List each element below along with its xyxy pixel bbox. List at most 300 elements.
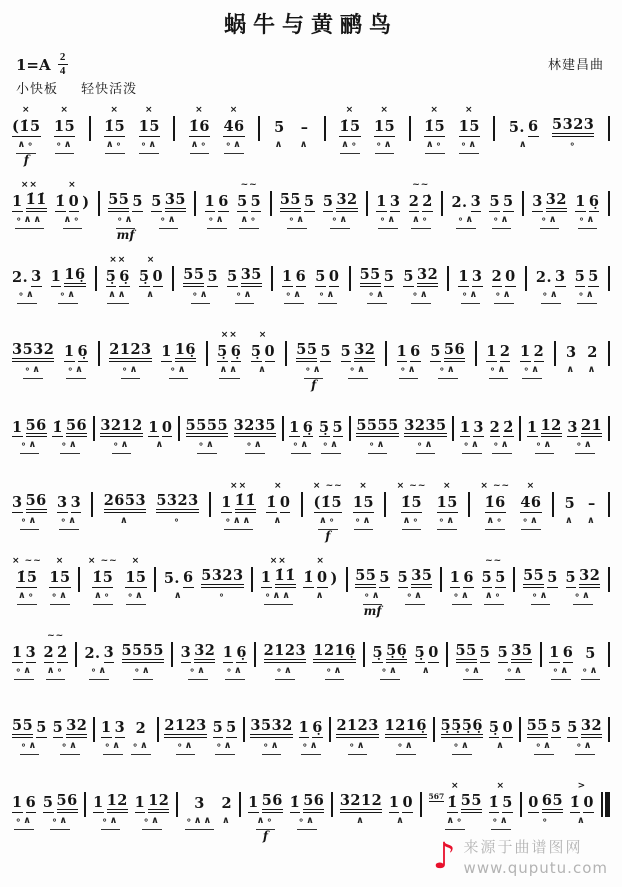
note-group: 5 [237,193,248,211]
note-group: 1 [93,794,104,812]
note-cell [437,480,458,543]
note-cell [450,555,474,618]
dynamic-mark [22,680,26,693]
note-group: 3532 [250,718,292,738]
note-digits [372,642,407,663]
note-digits [299,717,323,738]
dynamic-mark [585,229,589,242]
watermark-text [464,836,608,877]
note-group: 3 [31,268,42,286]
note-cell [54,104,75,167]
breath-marks: ∧ [299,139,310,150]
note-group: 3235 [404,418,446,438]
dynamic-mark [500,454,504,467]
breath-marks: ∘∧ [55,139,75,154]
note-group: 2123 [336,718,378,738]
note-cell [492,254,516,317]
note-group: 2 [499,343,511,361]
dynamic-mark [277,153,281,166]
note-group: 16̣ [175,342,196,362]
articulation-marks [356,705,360,717]
barline [254,642,256,667]
breath-marks: ∧ [396,814,406,826]
dynamic-mark [407,379,411,392]
note-digits [441,717,483,738]
note-digits [100,416,142,437]
note-group: 2 [43,643,55,661]
articulation-marks [407,329,411,341]
breath-marks: ∘ [569,139,578,150]
note-cell [221,480,256,543]
note-group: 5 [304,193,315,211]
note-digits [415,642,439,663]
breath-marks: ∧∘ [484,590,504,605]
note-group: 6̣ [230,343,242,361]
note-digits [458,266,482,287]
note-digits [183,266,218,287]
note-group: 5 [132,193,143,211]
dynamic-mark [196,680,200,693]
note-cell [84,630,114,693]
dynamic-mark [58,605,62,618]
note-group: 3 [12,493,23,511]
dynamic-mark [205,454,209,467]
breath-marks: ∘∧ [378,214,398,229]
articulation-marks: × [110,105,119,115]
breath-marks: ∘∧ [116,214,136,229]
breath-marks: ∘∧∧ [264,590,293,605]
note-group: 56 [262,793,283,813]
mood-marking: 轻快活泼 [81,82,138,97]
barline [239,792,241,817]
note-cell [104,480,146,542]
note-cell [93,780,128,843]
breath-marks: ∘∧∧ [15,214,44,229]
note-group: 3235 [234,418,276,438]
note-cell [164,705,206,768]
dynamic-mark [305,830,309,843]
note-cell [403,254,438,317]
note-cell [280,179,315,242]
breath-marks: ∘∧ [159,214,179,229]
composer-credit: 林建昌曲 [547,58,604,73]
barline [525,266,527,291]
articulation-marks: × [195,105,204,115]
note-group: 0 [505,268,516,286]
dynamic-mark [356,379,360,392]
note-group: 3212 [100,418,142,438]
note-group: 5 [383,268,395,286]
score-line [12,630,610,693]
breath-marks: ∧ [155,439,166,451]
note-cell [12,254,42,317]
note-group: 5555 [356,418,398,438]
articulation-marks [590,329,594,341]
barline [519,717,521,742]
note-group: 5323 [552,117,594,137]
breath-marks: ∘∧ [291,439,311,454]
note-group: 3532 [12,342,54,362]
note-digits [528,792,563,813]
barline [84,792,86,817]
articulation-marks [25,254,29,266]
articulation-marks [299,404,303,416]
note-group: 0 [428,643,439,661]
note-cell [587,329,599,391]
barline [552,492,554,517]
breath-marks: ∧ [421,664,432,676]
note-cell [213,705,237,768]
dynamic-mark [549,304,553,317]
breath-marks: ∧∘ [239,214,259,229]
articulation-marks [196,630,200,642]
note-group: 6 [25,794,37,812]
note-cell [323,179,358,242]
barline [282,416,284,441]
note-cell [223,104,244,167]
note-cell [106,254,130,317]
note-group: 3 [57,493,68,511]
dynamic-mark [413,605,417,618]
note-digits [409,191,433,212]
note-group: 32 [354,342,375,362]
note-cell [336,705,378,768]
note-cell [12,329,54,392]
articulation-marks: × [345,105,355,115]
note-cell [221,780,233,842]
note-group: 32 [417,267,438,287]
note-digits [482,567,506,588]
note-cell [108,179,143,242]
note-group: – [300,119,309,137]
dynamic-mark [183,755,187,768]
articulation-marks [530,329,534,341]
note-cell [397,480,427,543]
note-group: 3 [565,344,577,362]
articulation-marks [141,630,145,642]
articulation-marks [270,705,274,717]
dynamic-mark [585,304,589,317]
note-group: 0 [528,794,539,812]
breath-marks: ∘∧ [368,439,388,454]
barline [329,717,331,742]
note-group: 6 [295,268,307,286]
note-group: 3 [70,493,82,511]
articulation-marks [66,254,70,266]
note-digits [437,492,458,513]
dynamic-mark [419,229,423,242]
score-line [12,329,610,392]
breath-marks: ∧ [565,514,575,526]
articulation-marks [549,254,553,266]
note-cell [109,329,151,392]
meter-bottom: 4 [59,65,66,77]
note-digits [106,266,130,287]
breath-marks: ∘∧ [191,289,211,304]
dynamic-mark: mf [363,603,382,618]
note-digits [12,341,54,362]
note-digits [161,341,196,362]
note-group: 55 [360,267,381,287]
barline [209,492,211,517]
grace-notes: 567 [428,791,445,801]
articulation-marks: × [131,555,141,566]
articulation-marks [205,404,209,416]
dynamic-mark [261,378,265,391]
articulation-marks [197,780,201,792]
note-cell [44,630,68,693]
articulation-marks [585,254,589,266]
articulation-marks [470,404,474,416]
note-digits [251,341,275,362]
dynamic-mark [233,680,237,693]
breath-marks: ∧ [496,739,506,751]
dynamic-mark [197,830,201,843]
note-group: 0 [264,343,276,361]
note-cell [12,555,42,618]
note-digits [12,266,42,287]
tempo-row [16,78,155,97]
note-group: 46 [520,493,542,511]
note-cell [12,404,47,467]
dynamic-mark [468,304,472,317]
note-group: 15 [138,118,160,136]
note-group: 5 [489,193,501,211]
barline [98,191,100,216]
articulation-marks [199,254,203,266]
dynamic-mark [332,680,336,693]
note-group: 55 [296,342,317,362]
note-group: 3212 [340,793,382,813]
note-digits [450,567,474,588]
note-group: 5̣ [217,343,228,361]
breath-marks: ∘ [218,589,227,601]
articulation-marks [522,104,526,116]
watermark-source: 来源于曲谱图网 [463,838,583,856]
note-digits [374,116,395,137]
note-group: 6̣ [588,193,600,211]
breath-marks: ∘∧ [89,665,109,680]
note-cell [360,254,395,317]
dynamic-mark [588,680,592,693]
note-digits [296,341,331,362]
note-digits [104,116,125,137]
barline [173,116,175,141]
note-cell [12,480,47,543]
note-digits [12,191,47,212]
breath-marks: ∘∧ [363,590,383,605]
dynamic-mark [199,304,203,317]
dynamic-mark [423,454,427,467]
dynamic-mark [446,379,450,392]
note-group: 2 [135,719,147,737]
breath-marks: ∘∧ [354,515,374,530]
note-cell [356,404,398,467]
score-line [12,705,610,768]
note-digits [336,717,378,738]
breath-marks: ∘∧ [534,740,554,755]
barline [475,341,477,366]
breath-marks: ∧∘ [46,665,66,680]
breath-marks: ∘∧ [262,740,282,755]
note-cell [409,179,433,242]
score-line [12,254,610,317]
articulation-marks [27,404,31,416]
articulation-marks [583,404,587,416]
dynamic-mark [225,829,229,842]
breath-marks: ∘∧ [575,740,595,755]
note-cell [104,104,125,167]
note-group: 5 [481,568,493,586]
breath-marks: ∧∘ [256,815,276,830]
dynamic-mark [175,529,179,542]
articulation-marks [128,329,132,341]
score-line [12,780,610,843]
barline [271,266,273,291]
articulation-marks: × [465,105,474,115]
note-group: 0 [161,418,173,436]
note-digits [430,341,465,362]
barline [331,792,333,817]
articulation-marks: × [442,480,452,491]
breath-marks: ∘∧ [437,515,457,530]
note-cell [264,630,306,693]
barline [384,492,386,517]
note-digits [456,642,491,663]
dynamic-mark [383,154,387,167]
music-note-icon: ♪ [432,835,456,877]
note-digits [486,341,510,362]
note-group: 5 [322,193,334,211]
score-line [12,404,610,467]
breath-marks: ∧ [120,514,130,526]
dynamic-mark [499,754,503,767]
note-cell [151,179,186,242]
breath-marks: ∘∧ [541,289,561,304]
note-group: 15 [49,568,71,586]
note-group: 1 [282,268,293,286]
breath-marks: ∧∘ [402,515,422,530]
dynamic-mark [97,680,101,693]
note-digits [566,341,577,362]
breath-marks: ∘∧ [330,214,350,229]
dynamic-mark [227,379,231,392]
dynamic-mark [25,605,29,618]
dynamic-mark [276,529,280,542]
note-digits [16,567,37,588]
note-group: 2 [533,343,545,361]
articulation-marks: ×× [230,480,248,491]
note-cell [520,480,541,543]
breath-marks: ∘∧ [50,815,70,830]
dynamic-mark [27,454,31,467]
note-cell [353,480,374,543]
note-group: 6 [410,343,421,361]
note-digits [261,567,296,588]
dynamic-mark [409,530,413,543]
articulation-marks [263,780,267,792]
barline [520,792,522,817]
note-group: 1 [101,718,112,736]
barline [346,567,348,592]
note-group: 5 [36,718,47,736]
note-cell [489,780,513,843]
note-group: 0 [502,718,514,736]
note-group: 32 [66,718,87,738]
note-group: 1 [526,418,538,436]
note-group: 5 [588,268,599,286]
note-cell [482,555,506,618]
articulation-marks: × [146,255,156,266]
breath-marks: ∘∧ [23,364,43,379]
note-group: 5 [497,643,509,661]
barline [540,642,542,667]
note-cell [234,404,276,467]
note-group: 0 [68,193,80,211]
breath-marks: ∧ [146,289,156,301]
note-group: 55 [461,793,482,813]
dynamic-mark [27,229,31,242]
note-digits [588,492,596,513]
note-group: 0 [328,268,340,286]
note-group: 5 [320,343,332,361]
dynamic-mark [247,229,251,242]
note-digits [451,191,481,212]
articulation-marks: ×× [109,255,127,266]
note-group: 1̇5 [92,568,114,586]
note-cell [570,780,594,842]
dynamic-mark [167,229,171,242]
barline [154,567,156,592]
note-group: 5 [250,193,262,211]
note-cell [536,254,566,317]
breath-marks: ∧ [566,364,577,376]
breath-marks: ∘∧ [245,439,265,454]
note-group: 3 [389,193,401,211]
note-group: 2. [84,644,101,662]
dynamic-mark [496,379,500,392]
articulation-marks [399,780,403,792]
dynamic-mark [236,530,240,543]
note-group: 5 [151,193,162,211]
note-cell [565,329,577,391]
note-group: 5 [332,418,344,436]
dynamic-mark [253,454,257,467]
note-group: 5 [397,568,409,586]
note-group: 1216̣ [385,718,427,738]
note-group: 56 [66,418,87,438]
articulation-marks [568,480,572,492]
articulation-marks: × [316,555,325,566]
breath-marks: ∘∧ [60,740,80,755]
breath-marks: ∧ [577,814,587,826]
breath-marks: ∘∧ [224,139,244,154]
articulation-marks [175,480,179,492]
note-digits [389,792,413,813]
dynamic-mark: f [23,153,29,167]
note-cell [523,555,558,618]
breath-marks: ∘∧ [225,665,245,680]
note-group: 1 [12,193,23,211]
breath-marks: ∘∧ [489,364,509,379]
breath-marks: ∘∧ [14,665,34,680]
articulation-marks [225,780,229,792]
breath-marks: ∘∧ [304,364,324,379]
articulation-marks [468,254,472,266]
note-group: 1̇ [303,568,314,586]
dynamic-mark [63,154,67,167]
dynamic-mark [568,529,572,542]
